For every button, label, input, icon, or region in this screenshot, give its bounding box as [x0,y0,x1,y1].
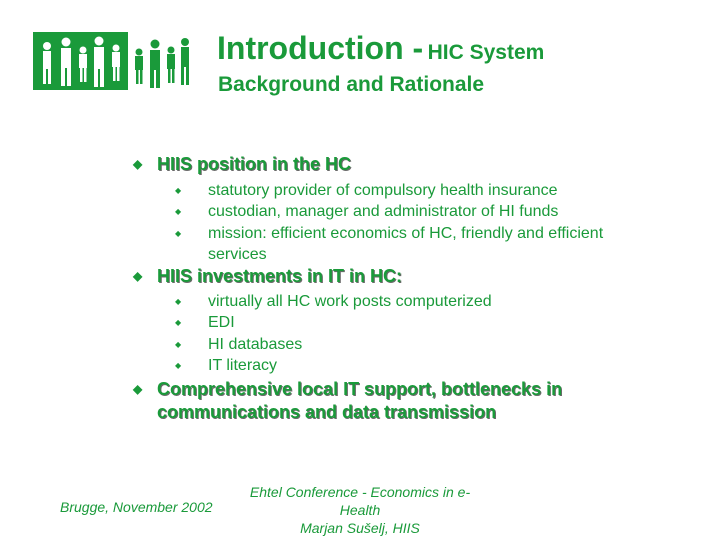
diamond-bullet-icon: ◆ [175,229,182,238]
diamond-bullet-icon: ◆ [133,269,143,283]
diamond-bullet-icon: ◆ [175,297,182,306]
family-figures-logo [33,32,193,92]
diamond-bullet-icon: ◆ [175,340,182,349]
title-main: Introduction - [217,30,424,66]
footer-conference: Ehtel Conference - Economics in e-Health Marjan Sušelj, HIIS [249,484,471,536]
diamond-bullet-icon: ◆ [175,318,182,327]
logo-figures-green [135,38,189,88]
title-sub: HIC System [427,41,545,64]
footer-date: Brugge, November 2002 [60,499,213,515]
slide: Introduction - HIC System Background and Rationale ◆ HIIS position in the HC ◆ statutory provider of compulsory health insurance ◆ custodian, manager and administrator of HI funds ◆ mission: efficient economics of HC, friendly and efficient services ◆ HIIS investments in IT in HC: ◆ virtually all HC work posts computerized ◆ EDI ◆ HI databases ◆ IT literacy ◆ Comprehensive local IT support, bottlenecks in communications and data transmission Brugge, November 2002 Ehtel Conference - Economics in e-Health Marjan Sušelj, HIIS [0,0,720,540]
diamond-bullet-icon: ◆ [133,382,143,396]
page-title [217,30,544,67]
diamond-bullet-icon: ◆ [175,186,182,195]
diamond-bullet-icon: ◆ [175,361,182,370]
diamond-bullet-icon: ◆ [175,207,182,216]
diamond-bullet-icon: ◆ [133,157,143,171]
page-subtitle: Background and Rationale [218,73,485,96]
